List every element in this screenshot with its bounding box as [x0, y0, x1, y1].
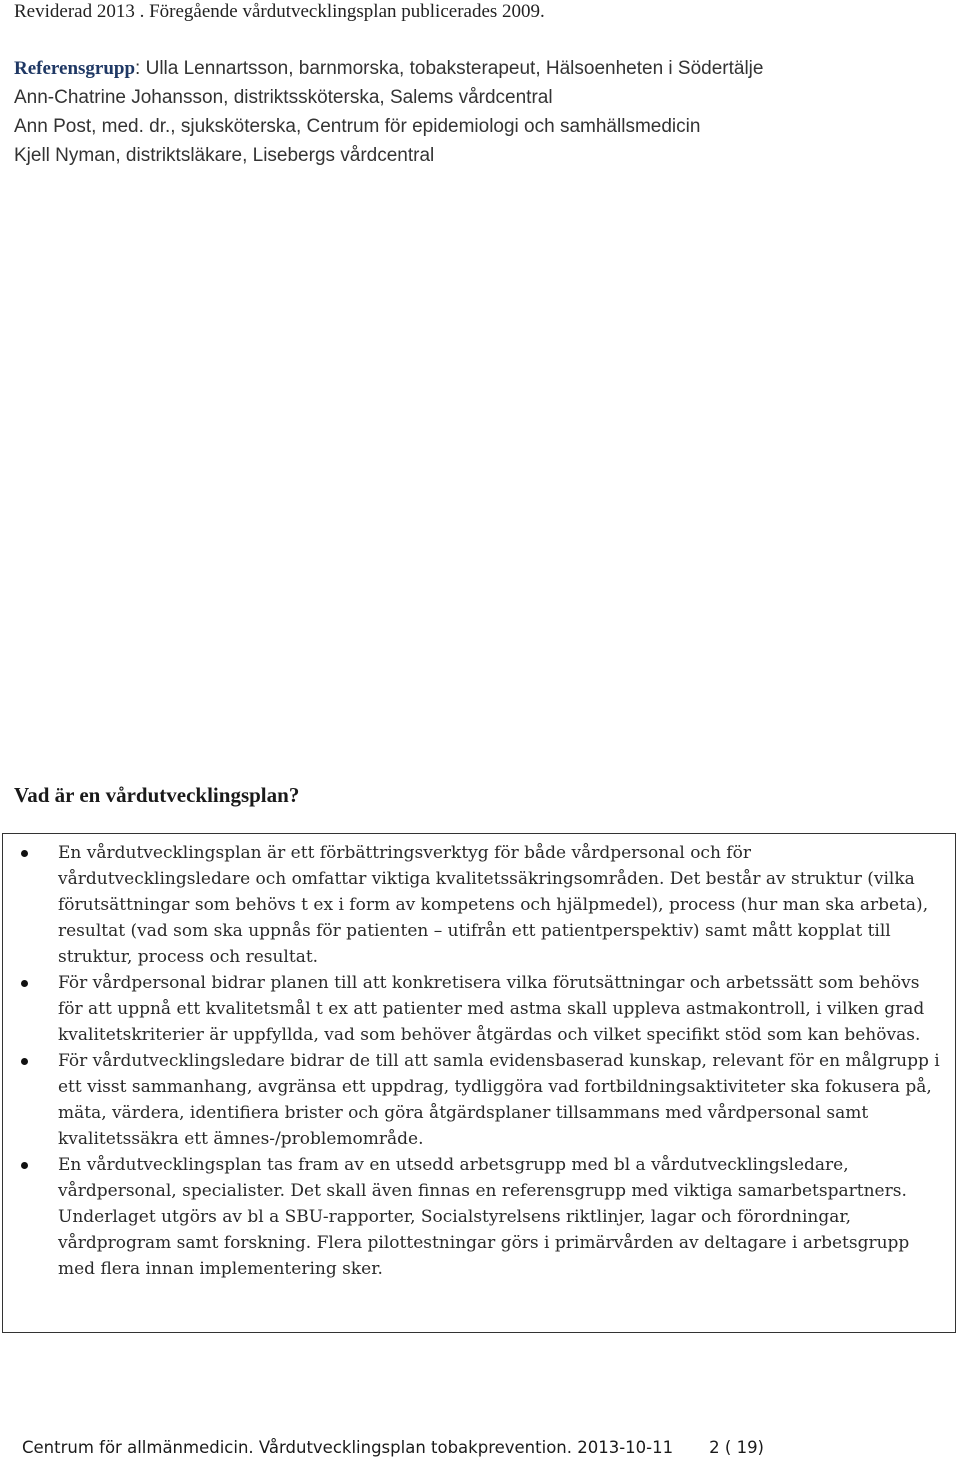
section-heading: Vad är en vårdutvecklingsplan?	[14, 783, 300, 807]
reference-member: Ann-Chatrine Johansson, distriktssköterska, Salems vårdcentral	[14, 87, 553, 108]
bullet-icon	[21, 850, 28, 857]
list-item	[3, 840, 955, 970]
bullet-icon	[21, 980, 28, 987]
reference-group	[14, 54, 763, 170]
page-number: 2 ( 19)	[709, 1438, 764, 1457]
list-item-text: För vårdutvecklingsledare bidrar de till att samla evidensbaserad kunskap, relevant för en målgrupp i ett visst sammanhang, avgränsa ett uppdrag, tydliggöra vad fortbildningsaktiviteter ska fokusera på, mäta, värdera, identifiera brister och göra åtgärdsplaner tillsammans med vårdpersonal samt kvalitetssäkra ett ämnes-/problemområde.	[58, 1051, 940, 1149]
list-item	[3, 970, 955, 1048]
revision-note: Reviderad 2013 . Föregående vårdutvecklingsplan publicerades 2009.	[14, 1, 545, 22]
reference-group-label: Referensgrupp	[14, 58, 136, 79]
reference-member: Ann Post, med. dr., sjuksköterska, Centrum för epidemiologi och samhällsmedicin	[14, 116, 701, 137]
reference-member: Kjell Nyman, distriktsläkare, Lisebergs vårdcentral	[14, 145, 435, 166]
bullet-icon	[21, 1162, 28, 1169]
page-footer	[22, 1436, 764, 1460]
list-item	[3, 1152, 955, 1282]
list-item-text: En vårdutvecklingsplan är ett förbättringsverktyg för både vårdpersonal och för vårdutvecklingsledare och omfattar viktiga kvalitetssäkringsområden. Det består av struktur (vilka förutsättningar som behövs t ex i form av kompetens och hjälpmedel), process (hur man ska arbeta), resultat (vad som ska uppnås för patienten – utifrån ett patientperspektiv) samt mått kopplat till struktur, process och resultat.	[58, 843, 929, 967]
info-box	[2, 833, 956, 1333]
reference-group-line-1	[14, 54, 763, 83]
bullet-icon	[21, 1058, 28, 1065]
list-item	[3, 1048, 955, 1152]
footer-text: Centrum för allmänmedicin. Vårdutvecklingsplan tobakprevention. 2013-10-11	[22, 1438, 674, 1457]
reference-member: : Ulla Lennartsson, barnmorska, tobaksterapeut, Hälsoenheten i Södertälje	[135, 58, 764, 79]
bullet-list	[3, 840, 955, 1282]
list-item-text: För vårdpersonal bidrar planen till att konkretisera vilka förutsättningar och arbetssätt som behövs för att uppnå ett kvalitetsmål t ex att patienter med astma skall uppleva astmakontroll, i vilken grad kvalitetskriterier är uppfyllda, vad som behöver åtgärdas och vilket specifikt stöd som kan behövas.	[58, 973, 925, 1045]
list-item-text: En vårdutvecklingsplan tas fram av en utsedd arbetsgrupp med bl a vårdutvecklingsledare, vårdpersonal, specialister. Det skall även finnas en referensgrupp med viktiga samarbetspartners. Underlaget utgörs av bl a SBU-rapporter, Socialstyrelsens riktlinjer, lagar och förordningar, vårdprogram samt forskning. Flera pilottestningar görs i primärvården av deltagare i arbetsgrupp med flera innan implementering sker.	[58, 1155, 910, 1279]
